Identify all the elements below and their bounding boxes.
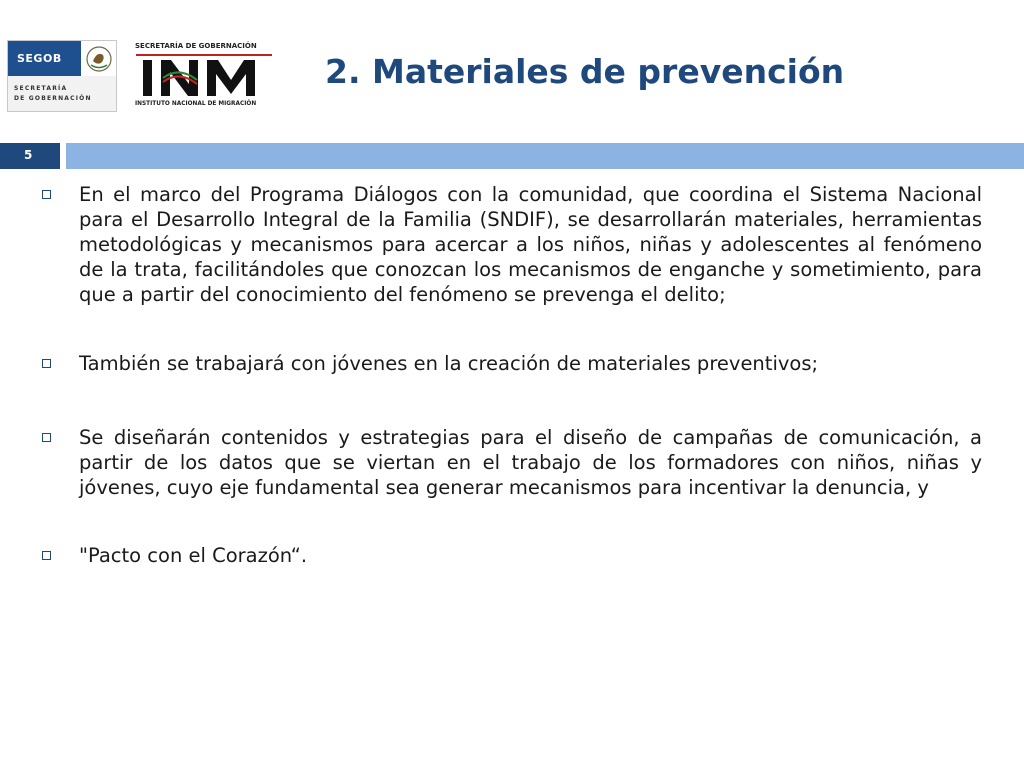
list-item-text: "Pacto con el Corazón“. [79,544,308,567]
segob-logo-text: SEGOB [17,52,62,65]
list-item [40,351,982,376]
slide-number-box [0,143,60,169]
inm-logo [133,42,278,114]
square-bullet-icon [42,551,51,560]
square-bullet-icon [42,433,51,442]
segob-logo [7,40,117,112]
inm-monogram-icon [141,58,271,98]
square-bullet-icon [42,359,51,368]
list-item-text: En el marco del Programa Diálogos con la comunidad, que coordina el Sistema Nacional para el Desarrollo Integral de la Familia (SNDIF), se desarrollarán materiales, herramientas metodológicas y mecanismos para acercar a los niños, niñas y adolescentes al fenómeno de la trata, facilitándoles que conozcan los mecanismos de enganche y sometimiento, para que a partir del conocimiento del fenómeno se prevenga el delito; [79,183,982,306]
slide-title: 2. Materiales de prevención [325,52,845,91]
list-item [40,425,982,500]
list-item [40,543,982,568]
inm-logo-divider [136,54,272,56]
inm-logo-top-text: SECRETARÍA DE GOBERNACIÓN [135,42,257,50]
segob-line-1: SECRETARÍA [14,85,68,92]
segob-logo-banner [8,41,81,76]
list-item [40,182,982,307]
slide-number: 5 [24,148,33,162]
square-bullet-icon [42,190,51,199]
list-item-text: También se trabajará con jóvenes en la creación de materiales preventivos; [79,352,819,375]
segob-line-2: DE GOBERNACIÓN [14,95,92,102]
header-band [66,143,1024,169]
mexican-eagle-icon [83,43,115,74]
bullet-list [40,182,982,568]
inm-logo-bottom-text: INSTITUTO NACIONAL DE MIGRACIÓN [135,101,257,107]
list-item-text: Se diseñarán contenidos y estrategias para el diseño de campañas de comunicación, a partir de los datos que se viertan en el trabajo de los formadores con niños, niñas y jóvenes, cuyo eje fundamental sea generar mecanismos para incentivar la denuncia, y [79,426,982,499]
segob-logo-subtitle [8,76,116,111]
